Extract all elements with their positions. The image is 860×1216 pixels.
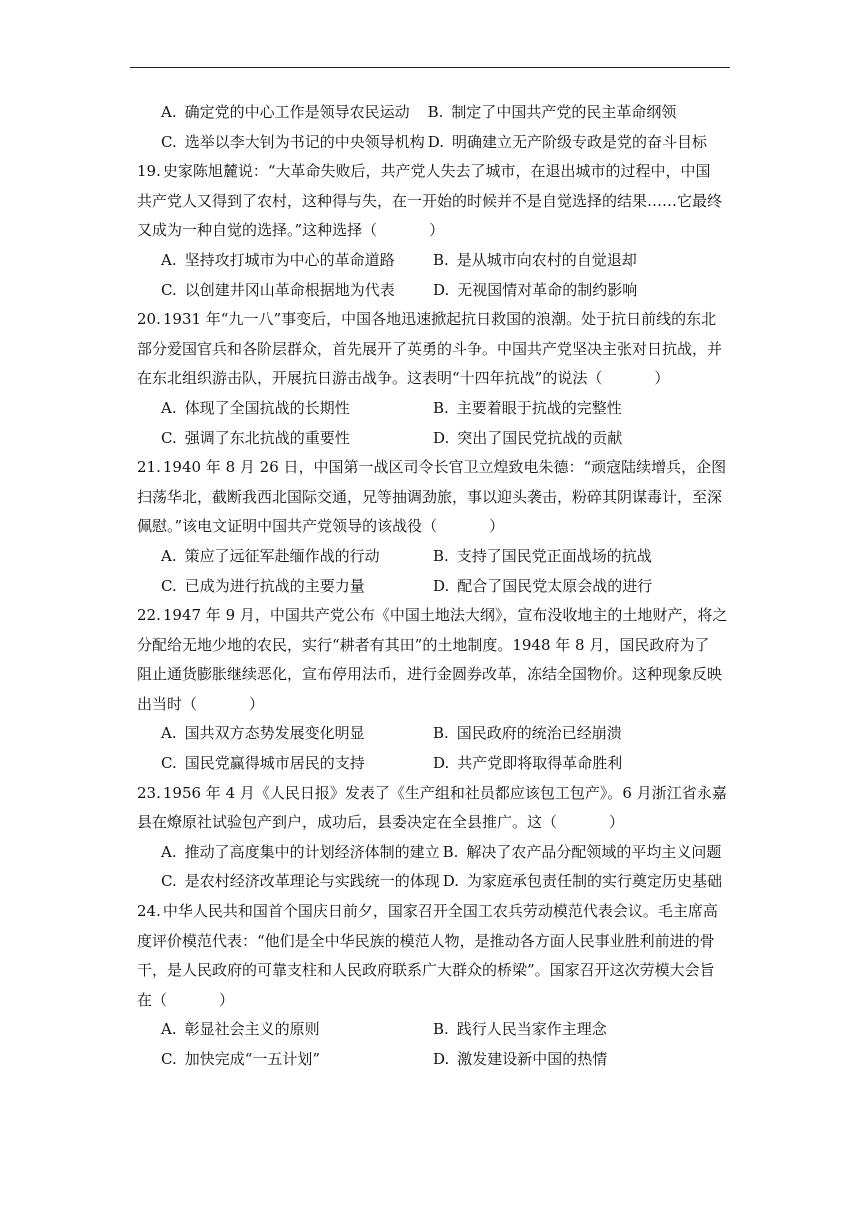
option-d[interactable]: D. 共产党即将取得革命胜利 — [433, 754, 623, 773]
question-stem-line: 阻止通货膨胀继续恶化，宣布停用法币，进行金圆券改革，冻结全国物价。这种现象反映 — [137, 665, 723, 684]
option-row — [141, 572, 731, 602]
question-23 — [137, 779, 731, 897]
option-c[interactable]: C. 加快完成“一五计划” — [161, 1050, 321, 1068]
option-d[interactable]: D. 无视国情对革命的制约影响 — [433, 280, 638, 299]
option-b[interactable]: B. 支持了国民党正面战场的抗战 — [433, 546, 652, 565]
option-d[interactable]: D. 配合了国民党太原会战的进行 — [433, 576, 653, 595]
option-c[interactable]: C. 强调了东北抗战的重要性 — [161, 428, 350, 447]
option-row — [141, 98, 731, 128]
option-d[interactable]: D. 为家庭承包责任制的实行奠定历史基础 — [442, 872, 723, 891]
question-number: 19. — [137, 162, 161, 181]
option-b[interactable]: B. 国民政府的统治已经崩溃 — [433, 724, 622, 743]
option-row — [141, 719, 731, 749]
option-a[interactable]: A. 推动了高度集中的计划经济体制的建立 — [161, 842, 440, 861]
question-stem-line: 县在燎原社试验包产到户，成功后，县委决定在全县推广。这（ ） — [137, 813, 625, 832]
option-a[interactable]: A. 坚持攻打城市为中心的革命道路 — [161, 250, 395, 269]
option-b[interactable]: B. 践行人民当家作主理念 — [433, 1020, 607, 1039]
option-row — [141, 276, 731, 306]
question-number: 20. — [137, 310, 161, 329]
option-a[interactable]: A. 策应了远征军赴缅作战的行动 — [161, 546, 380, 565]
option-c[interactable]: C. 以创建井冈山革命根据地为代表 — [161, 280, 395, 299]
option-row — [141, 424, 731, 454]
question-stem-line: 干，是人民政府的可靠支柱和人民政府联系广大群众的桥梁”。国家召开这次劳模大会旨 — [137, 961, 715, 980]
option-row — [141, 1045, 731, 1075]
question-number: 21. — [137, 458, 161, 477]
option-a[interactable]: A. 彰显社会主义的原则 — [161, 1020, 320, 1039]
question-stem-line: 出当时（ ） — [137, 694, 265, 713]
question-stem-line: 扫荡华北，截断我西北国际交通，兄等抽调劲旅，事以迎头袭击，粉碎其阴谋毒计，至深 — [137, 487, 723, 506]
option-row — [141, 1015, 731, 1045]
question-19 — [137, 157, 731, 305]
option-c[interactable]: C. 选举以李大钊为书记的中央领导机构 — [161, 132, 425, 151]
question-number: 23. — [137, 783, 161, 802]
question-stem-line: 部分爱国官兵和各阶层群众，首先展开了英勇的斗争。中国共产党坚决主张对日抗战，并 — [137, 339, 723, 358]
question-number: 24. — [137, 902, 161, 921]
question-stem-line: 共产党人又得到了农村，这种得与失，在一开始的时候并不是自觉选择的结果……它最终 — [137, 191, 723, 210]
option-c[interactable]: C. 已成为进行抗战的主要力量 — [161, 576, 365, 595]
option-row — [141, 749, 731, 779]
question-stem-line: 24. 中华人民共和国首个国庆日前夕，国家召开全国工农兵劳动模范代表会议。毛主席高 — [137, 902, 718, 921]
option-d[interactable]: D. 突出了国民党抗战的贡献 — [433, 428, 623, 447]
header-rule — [130, 67, 730, 68]
question-18-options — [141, 98, 731, 157]
question-stem-line: 22. 1947 年 9 月，中国共产党公布《中国土地法大纲》，宣布没收地主的土地财产，将之 — [137, 606, 728, 625]
question-stem-line: 20. 1931 年“九一八”事变后，中国各地迅速掀起抗日救国的浪潮。处于抗日前线的东北 — [137, 310, 717, 329]
option-row — [141, 867, 731, 897]
question-22 — [137, 601, 731, 779]
option-a[interactable]: A. 确定党的中心工作是领导农民运动 — [161, 103, 410, 121]
option-b[interactable]: B. 是从城市向农村的自觉退却 — [433, 250, 637, 269]
option-b[interactable]: B. 制定了中国共产党的民主革命纲领 — [427, 103, 677, 121]
option-c[interactable]: C. 是农村经济改革理论与实践统一的体现 — [161, 872, 440, 891]
option-b[interactable]: B. 主要着眼于抗战的完整性 — [433, 398, 622, 417]
option-a[interactable]: A. 国共双方态势发展变化明显 — [161, 724, 365, 743]
option-row — [141, 394, 731, 424]
question-stem-line: 23. 1956 年 4 月《人民日报》发表了《生产组和社员都应该包工包产》。6 月浙江省永嘉 — [137, 783, 727, 802]
question-21 — [137, 453, 731, 601]
exam-page-content — [137, 98, 731, 1075]
option-d[interactable]: D. 明确建立无产阶级专政是党的奋斗目标 — [427, 132, 708, 151]
option-row — [141, 542, 731, 572]
option-d[interactable]: D. 激发建设新中国的热情 — [433, 1050, 608, 1068]
option-row — [141, 128, 731, 158]
question-stem-line: 分配给无地少地的农民，实行“耕者有其田”的土地制度。1948 年 8 月，国民政府为了 — [137, 635, 710, 654]
option-row — [141, 838, 731, 868]
question-stem-line: 又成为一种自觉的选择。”这种选择（ ） — [137, 221, 445, 240]
option-c[interactable]: C. 国民党赢得城市居民的支持 — [161, 754, 365, 773]
option-a[interactable]: A. 体现了全国抗战的长期性 — [161, 398, 350, 417]
question-stem-line: 21. 1940 年 8 月 26 日，中国第一战区司令长官卫立煌致电朱德：“顽寇陆续增兵，企图 — [137, 458, 727, 477]
question-24 — [137, 897, 731, 1075]
option-b[interactable]: B. 解决了农产品分配领域的平均主义问题 — [442, 842, 722, 861]
question-stem-line: 佩慰。”该电文证明中国共产党领导的该战役（ ） — [137, 517, 505, 536]
question-stem-line: 在东北组织游击队，开展抗日游击战争。这表明“十四年抗战”的说法（ ） — [137, 369, 670, 388]
question-number: 22. — [137, 606, 161, 625]
question-20 — [137, 305, 731, 453]
question-stem-line: 19. 史家陈旭麓说：“大革命失败后，共产党人失去了城市，在退出城市的过程中，中国 — [137, 162, 711, 181]
question-stem-line: 在（ ） — [137, 990, 235, 1009]
option-row — [141, 246, 731, 276]
question-stem-line: 度评价模范代表：“他们是全中华民族的模范人物，是推动各方面人民事业胜利前进的骨 — [137, 931, 715, 950]
